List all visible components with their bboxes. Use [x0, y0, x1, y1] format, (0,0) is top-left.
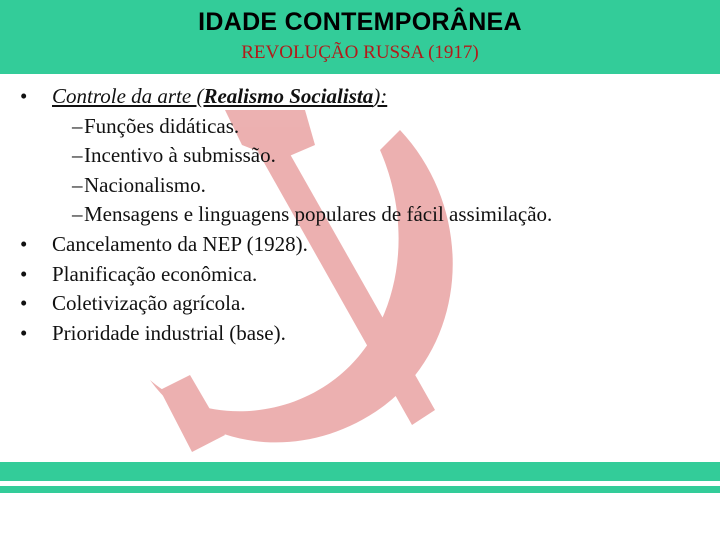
list-item-prefix: Controle da arte ( [52, 84, 204, 108]
bullet: • [20, 261, 28, 286]
sub-list-item-label: Funções didáticas. [84, 113, 240, 138]
sub-list-item [20, 200, 710, 230]
footer-stripe [0, 486, 720, 493]
list-item-label: Prioridade industrial (base). [52, 320, 286, 345]
list-item [20, 289, 710, 319]
list-item-emphasis: Realismo Socialista [203, 84, 374, 108]
bullet: • [20, 231, 28, 256]
dash: – [72, 113, 83, 138]
list-item-controle-da-arte [20, 82, 710, 112]
sub-list-item-label: Incentivo à submissão. [84, 143, 276, 168]
list-item [20, 319, 710, 349]
footer-band [0, 462, 720, 481]
sub-list-item [20, 112, 710, 142]
slide-title: IDADE CONTEMPORÂNEA [198, 8, 522, 36]
dash: – [72, 202, 83, 227]
list-item-suffix: ): [373, 84, 388, 108]
sub-list-item-label: Mensagens e linguagens populares de fácil assimilação. [84, 202, 553, 227]
list-item-label: Cancelamento da NEP (1928). [52, 231, 308, 256]
slide-subtitle: REVOLUÇÃO RUSSA (1917) [241, 42, 479, 63]
dash: – [72, 172, 83, 197]
sub-list-item [20, 141, 710, 171]
slide-body [20, 82, 710, 348]
bullet: • [20, 84, 28, 108]
bullet: • [20, 320, 28, 345]
list-item-label: Planificação econômica. [52, 261, 258, 286]
list-item-label: Coletivização agrícola. [52, 291, 246, 316]
list-item [20, 260, 710, 290]
bullet: • [20, 291, 28, 316]
list-item-label [52, 82, 387, 112]
sub-list-item [20, 171, 710, 201]
list-item [20, 230, 710, 260]
dash: – [72, 143, 83, 168]
sub-list-item-label: Nacionalismo. [84, 172, 206, 197]
header-band [0, 0, 720, 74]
